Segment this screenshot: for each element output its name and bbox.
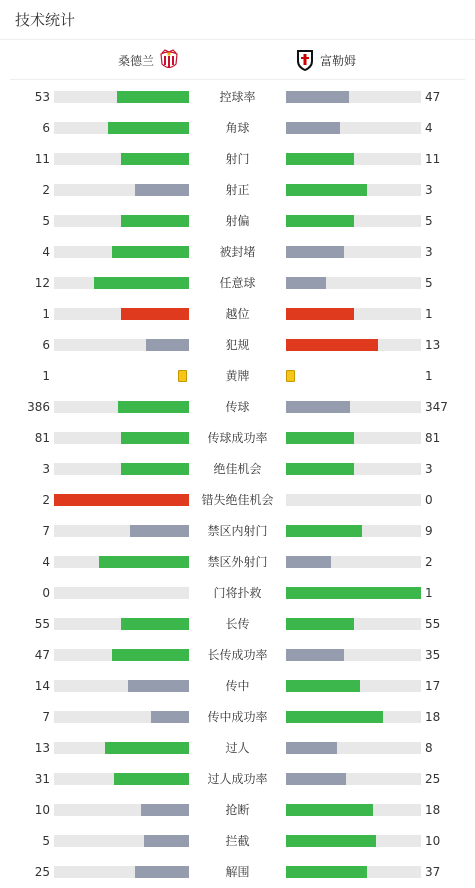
- away-value: 3: [425, 183, 433, 197]
- home-bar-track: [54, 835, 189, 847]
- away-value: 1: [425, 586, 433, 600]
- stat-label: 传中成功率: [207, 710, 268, 724]
- home-value: 3: [42, 462, 50, 476]
- away-value: 2: [425, 555, 433, 569]
- home-value: 6: [42, 121, 50, 135]
- away-bar-track: [286, 525, 421, 537]
- stat-label: 长传成功率: [207, 648, 268, 662]
- home-bar-track: [54, 432, 189, 444]
- fulham-crest-icon: [294, 48, 316, 72]
- home-bar-fill: [112, 649, 189, 661]
- home-bar-fill: [121, 463, 189, 475]
- stat-row: [0, 118, 475, 138]
- home-bar-track: [54, 711, 189, 723]
- away-value: 0: [425, 493, 433, 507]
- away-bar-track: [286, 339, 421, 351]
- away-value: 55: [425, 617, 441, 631]
- away-bar-fill: [286, 711, 383, 723]
- home-bar-fill: [144, 835, 189, 847]
- away-value: 9: [425, 524, 433, 538]
- away-bar-track: [286, 587, 421, 599]
- away-value: 8: [425, 741, 433, 755]
- away-yellow-card-icon: [286, 370, 295, 382]
- away-bar-track: [286, 649, 421, 661]
- sunderland-crest-icon: [158, 48, 180, 72]
- away-value: 25: [425, 772, 441, 786]
- home-value: 5: [42, 834, 50, 848]
- stat-row: [0, 521, 475, 541]
- stat-row: [0, 149, 475, 169]
- home-bar-track: [54, 742, 189, 754]
- stat-label: 传球: [225, 400, 250, 414]
- stat-row: [0, 583, 475, 603]
- away-bar-fill: [286, 122, 340, 134]
- home-bar-fill: [114, 773, 189, 785]
- away-bar-track: [286, 277, 421, 289]
- away-value: 10: [425, 834, 441, 848]
- away-bar-fill: [286, 525, 362, 537]
- away-value: 3: [425, 462, 433, 476]
- home-bar-fill: [130, 525, 189, 537]
- stat-row: [0, 397, 475, 417]
- stat-row: [0, 831, 475, 851]
- away-bar-track: [286, 153, 421, 165]
- away-bar-track: [286, 122, 421, 134]
- team-header: [10, 40, 465, 80]
- away-value: 47: [425, 90, 441, 104]
- home-value: 31: [34, 772, 50, 786]
- home-value: 53: [34, 90, 50, 104]
- home-value: 13: [34, 741, 50, 755]
- home-bar-track: [54, 463, 189, 475]
- away-value: 17: [425, 679, 441, 693]
- home-value: 11: [34, 152, 50, 166]
- away-bar-fill: [286, 184, 367, 196]
- away-bar-track: [286, 246, 421, 258]
- away-bar-track: [286, 773, 421, 785]
- stat-label: 射门: [225, 152, 250, 166]
- home-bar-track: [54, 339, 189, 351]
- stat-row: [0, 180, 475, 200]
- home-bar-track: [54, 587, 189, 599]
- stat-row: [0, 490, 475, 510]
- stat-label: 传球成功率: [207, 431, 268, 445]
- stat-label: 解围: [225, 865, 250, 879]
- stat-row: [0, 614, 475, 634]
- section-header: [0, 0, 475, 40]
- away-value: 18: [425, 710, 441, 724]
- away-bar-fill: [286, 401, 350, 413]
- stat-row: [0, 862, 475, 882]
- stat-row: [0, 87, 475, 107]
- home-value: 7: [42, 524, 50, 538]
- stat-label: 越位: [225, 307, 250, 321]
- stat-label: 控球率: [219, 90, 256, 104]
- home-value: 12: [34, 276, 50, 290]
- away-bar-fill: [286, 835, 376, 847]
- home-bar-track: [54, 215, 189, 227]
- home-value: 2: [42, 493, 50, 507]
- home-bar-track: [54, 494, 189, 506]
- home-bar-track: [54, 866, 189, 878]
- away-bar-track: [286, 804, 421, 816]
- home-value: 5: [42, 214, 50, 228]
- stat-label: 错失绝佳机会: [201, 493, 274, 507]
- away-bar-fill: [286, 866, 367, 878]
- home-bar-fill: [121, 618, 189, 630]
- home-value: 4: [42, 245, 50, 259]
- away-bar-fill: [286, 246, 344, 258]
- home-value: 0: [42, 586, 50, 600]
- away-value: 18: [425, 803, 441, 817]
- stat-label: 任意球: [219, 276, 256, 290]
- home-team-name: 桑德兰: [117, 53, 154, 68]
- away-bar-fill: [286, 587, 421, 599]
- home-value: 7: [42, 710, 50, 724]
- stat-row: [0, 211, 475, 231]
- home-bar-track: [54, 773, 189, 785]
- away-value: 4: [425, 121, 433, 135]
- home-bar-fill: [121, 153, 189, 165]
- away-bar-track: [286, 463, 421, 475]
- away-value: 37: [425, 865, 441, 879]
- away-bar-fill: [286, 649, 344, 661]
- stat-row: [0, 645, 475, 665]
- stat-label: 门将扑救: [213, 586, 262, 600]
- home-bar-track: [54, 649, 189, 661]
- home-bar-fill: [54, 494, 189, 506]
- away-value: 81: [425, 431, 441, 445]
- home-bar-fill: [135, 866, 189, 878]
- home-value: 55: [34, 617, 50, 631]
- home-bar-fill: [117, 91, 189, 103]
- away-bar-track: [286, 711, 421, 723]
- stat-label: 拦截: [225, 834, 250, 848]
- stat-row: [0, 242, 475, 262]
- home-bar-fill: [112, 246, 189, 258]
- stat-label: 抢断: [225, 803, 250, 817]
- away-bar-track: [286, 494, 421, 506]
- away-bar-fill: [286, 91, 349, 103]
- away-value: 347: [425, 400, 448, 414]
- away-value: 35: [425, 648, 441, 662]
- away-value: 13: [425, 338, 441, 352]
- home-bar-fill: [146, 339, 189, 351]
- stat-row: [0, 738, 475, 758]
- away-bar-track: [286, 866, 421, 878]
- home-bar-track: [54, 308, 189, 320]
- stat-label: 长传: [225, 617, 250, 631]
- away-bar-fill: [286, 773, 346, 785]
- home-bar-track: [54, 277, 189, 289]
- stat-label: 禁区外射门: [207, 555, 268, 569]
- home-bar-track: [54, 184, 189, 196]
- home-value: 14: [34, 679, 50, 693]
- home-value: 47: [34, 648, 50, 662]
- away-bar-fill: [286, 432, 354, 444]
- home-value: 386: [27, 400, 50, 414]
- stat-label: 犯规: [225, 338, 250, 352]
- home-value: 10: [34, 803, 50, 817]
- home-value: 25: [34, 865, 50, 879]
- away-bar-track: [286, 401, 421, 413]
- away-team-name: 富勒姆: [320, 53, 357, 68]
- stat-row: [0, 459, 475, 479]
- away-bar-track: [286, 618, 421, 630]
- home-bar-fill: [135, 184, 189, 196]
- stat-row: [0, 366, 475, 386]
- away-value: 5: [425, 214, 433, 228]
- away-bar-fill: [286, 215, 354, 227]
- away-bar-fill: [286, 339, 378, 351]
- away-bar-track: [286, 91, 421, 103]
- home-bar-track: [54, 91, 189, 103]
- home-value: 1: [42, 369, 50, 383]
- home-bar-track: [54, 680, 189, 692]
- stat-label: 过人: [225, 741, 250, 755]
- home-bar-fill: [108, 122, 189, 134]
- stat-label: 射正: [225, 183, 250, 197]
- home-value: 6: [42, 338, 50, 352]
- stat-row: [0, 304, 475, 324]
- home-bar-fill: [121, 308, 189, 320]
- stat-label: 过人成功率: [207, 772, 268, 786]
- away-value: 11: [425, 152, 441, 166]
- stat-label: 禁区内射门: [207, 524, 268, 538]
- stat-row: [0, 552, 475, 572]
- home-bar-fill: [99, 556, 189, 568]
- away-value: 5: [425, 276, 433, 290]
- stat-label: 传中: [225, 679, 250, 693]
- stat-row: [0, 769, 475, 789]
- away-bar-track: [286, 556, 421, 568]
- away-bar-fill: [286, 153, 354, 165]
- away-bar-fill: [286, 308, 354, 320]
- home-bar-fill: [141, 804, 189, 816]
- away-bar-fill: [286, 463, 354, 475]
- home-value: 4: [42, 555, 50, 569]
- home-bar-fill: [121, 215, 189, 227]
- home-bar-track: [54, 122, 189, 134]
- home-bar-track: [54, 525, 189, 537]
- away-bar-track: [286, 308, 421, 320]
- home-value: 81: [34, 431, 50, 445]
- home-bar-fill: [118, 401, 189, 413]
- stat-row: [0, 707, 475, 727]
- stat-row: [0, 335, 475, 355]
- away-bar-fill: [286, 618, 354, 630]
- stat-label: 绝佳机会: [213, 462, 262, 476]
- away-bar-track: [286, 835, 421, 847]
- stat-row: [0, 273, 475, 293]
- home-bar-track: [54, 401, 189, 413]
- stat-label: 射偏: [225, 214, 250, 228]
- home-bar-track: [54, 804, 189, 816]
- away-bar-track: [286, 432, 421, 444]
- home-bar-fill: [151, 711, 189, 723]
- stat-row: [0, 800, 475, 820]
- home-yellow-card-icon: [178, 370, 187, 382]
- away-bar-fill: [286, 742, 337, 754]
- home-bar-fill: [105, 742, 189, 754]
- home-bar-track: [54, 556, 189, 568]
- away-bar-fill: [286, 804, 373, 816]
- home-bar-fill: [121, 432, 189, 444]
- home-bar-track: [54, 246, 189, 258]
- away-value: 1: [425, 307, 433, 321]
- away-bar-track: [286, 184, 421, 196]
- home-value: 2: [42, 183, 50, 197]
- home-bar-track: [54, 153, 189, 165]
- away-bar-track: [286, 742, 421, 754]
- home-bar-fill: [128, 680, 189, 692]
- away-bar-fill: [286, 277, 326, 289]
- away-bar-track: [286, 215, 421, 227]
- home-value: 1: [42, 307, 50, 321]
- away-value: 3: [425, 245, 433, 259]
- away-team[interactable]: [294, 40, 356, 80]
- away-value: 1: [425, 369, 433, 383]
- away-bar-fill: [286, 556, 331, 568]
- stat-row: [0, 428, 475, 448]
- away-bar-track: [286, 680, 421, 692]
- home-team[interactable]: [118, 40, 180, 80]
- away-bar-fill: [286, 680, 360, 692]
- stat-row: [0, 676, 475, 696]
- home-bar-track: [54, 618, 189, 630]
- page-title: 技术统计: [15, 11, 76, 29]
- stat-label: 黄牌: [225, 369, 250, 383]
- home-bar-fill: [94, 277, 189, 289]
- stat-label: 被封堵: [219, 245, 256, 259]
- stat-label: 角球: [225, 121, 250, 135]
